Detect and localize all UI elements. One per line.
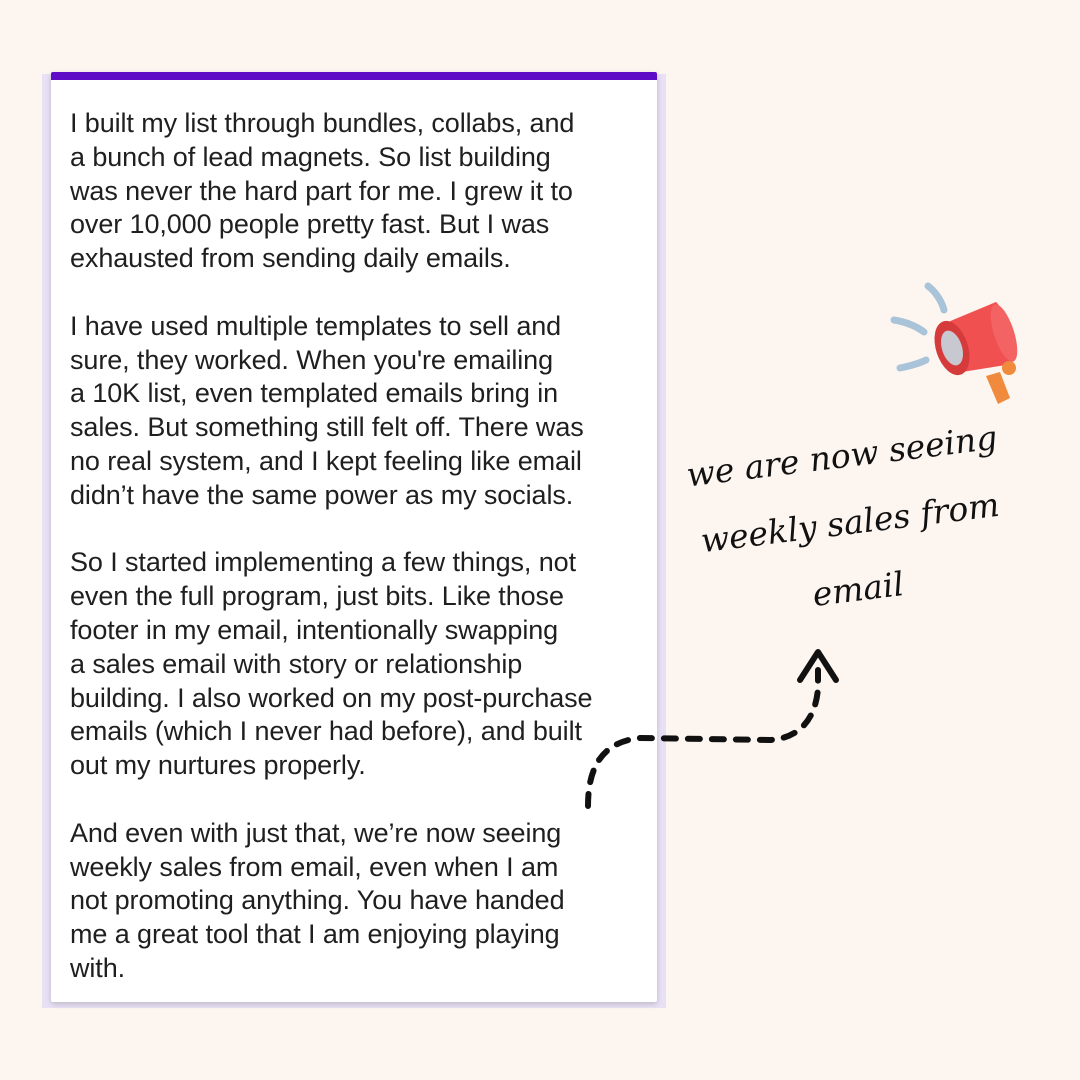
testimonial-paragraph-3: So I started implementing a few things, not even the full program, just bits. Like those footer in my email, intentionally swapping a sales email with story or relationship building. I also worked on my post-purchase emails (which I never had before), and built out my nurtures properly. bbox=[70, 547, 593, 781]
testimonial-paragraph-1: I built my list through bundles, collabs, and a bunch of lead magnets. So list building was never the hard part for me. I grew it to over 10,000 people pretty fast. But I was exhausted from sending daily emails. bbox=[70, 108, 575, 274]
testimonial-text bbox=[70, 107, 650, 986]
handwritten-callout: we are now seeing weekly sales from email bbox=[684, 417, 1002, 614]
testimonial-paragraph-4: And even with just that, we’re now seeing weekly sales from email, even when I am not promoting anything. You have handed me a great tool that I am enjoying playing with. bbox=[70, 817, 565, 983]
testimonial-paragraph-2: I have used multiple templates to sell and sure, they worked. When you're emailing a 10K list, even templated emails bring in sales. But something still felt off. There was no real system, and I kept feeling like email didn’t have the same power as my socials. bbox=[70, 310, 584, 510]
dashed-arrow-icon bbox=[570, 630, 860, 820]
testimonial-card bbox=[51, 72, 657, 1002]
megaphone-icon bbox=[886, 280, 1026, 420]
